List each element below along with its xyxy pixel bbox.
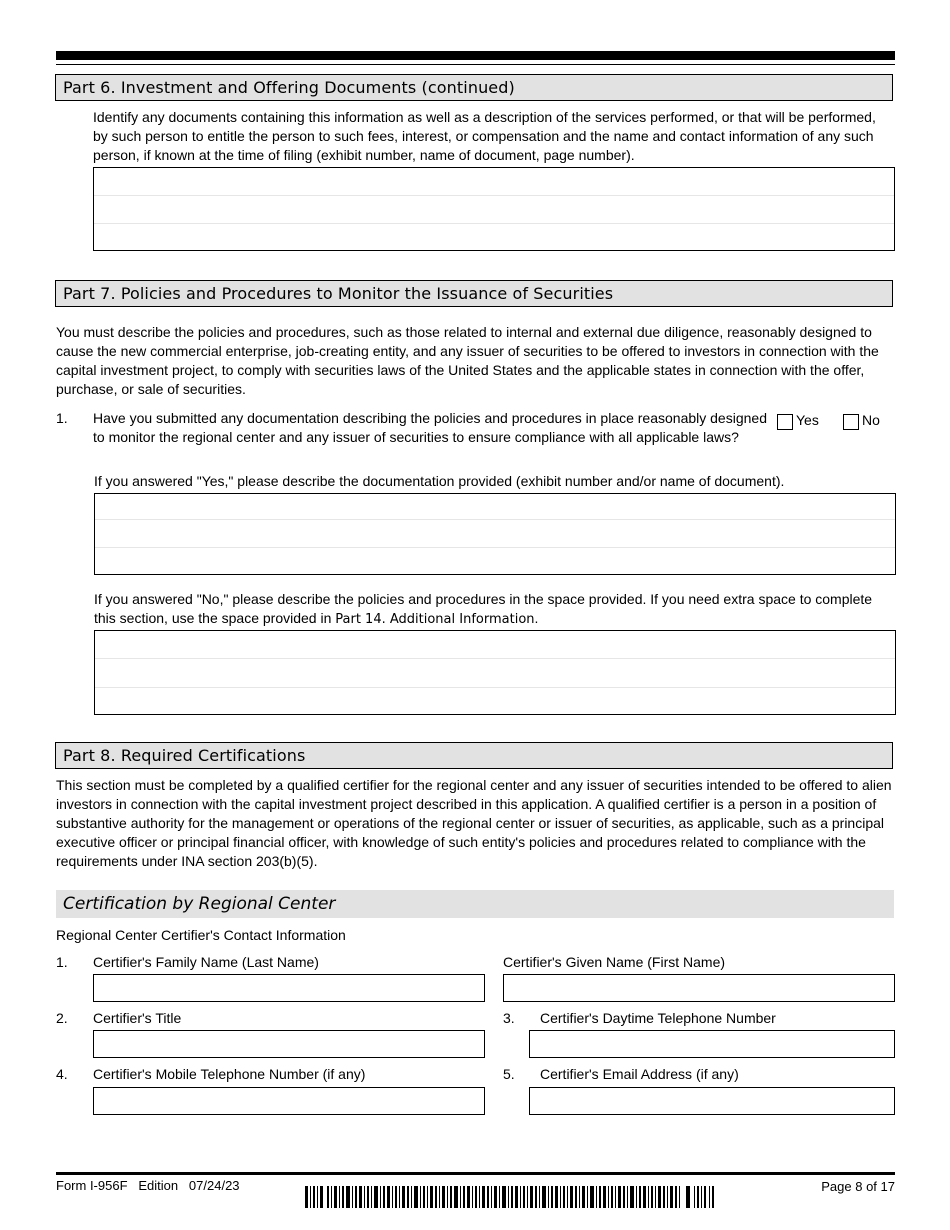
- q1-question: Have you submitted any documentation describing the policies and procedures in place reasonably designed to monitor the regional center and any issuer of securities to ensure compliance with all applicable laws?: [93, 410, 767, 445]
- no-checkbox[interactable]: [843, 414, 859, 430]
- cert-regional-center-header: Certification by Regional Center: [56, 890, 894, 918]
- part7-intro: You must describe the policies and procedures, such as those related to internal and external due diligence, reasonably designed to cause the new commercial enterprise, job-creating entity, and any issuer of securities to be offered to investors in connection with the capital investment project, to comply with securities laws of the United States and the applicable states in connection with the offer, purchase, or sale of securities.: [56, 324, 879, 397]
- part6-header: Part 6. Investment and Offering Documents (continued): [55, 74, 893, 101]
- title-label: Certifier's Title: [93, 1010, 182, 1026]
- email-input[interactable]: [529, 1087, 895, 1115]
- page-number: Page 8 of 17: [821, 1179, 895, 1194]
- title-input[interactable]: [93, 1030, 485, 1058]
- if-yes-prompt: If you answered "Yes," please describe the documentation provided (exhibit number and/or name of document).: [94, 473, 785, 489]
- family-name-label: Certifier's Family Name (Last Name): [93, 954, 319, 970]
- part14-reference: Part 14. Additional Information: [335, 612, 535, 627]
- field1-number: 1.: [56, 954, 68, 970]
- footer-rule: [56, 1172, 895, 1175]
- field3-number: 3.: [503, 1010, 515, 1026]
- if-no-text: If you answered "No," please describe the policies and procedures in the space provided. If you need extra space to complete this section, use the space provided in: [94, 591, 873, 626]
- top-rule-thin: [56, 64, 895, 65]
- daytime-phone-input[interactable]: [529, 1030, 895, 1058]
- field2-number: 2.: [56, 1010, 68, 1026]
- form-edition: Form I-956F Edition 07/24/23: [56, 1178, 240, 1193]
- if-no-textarea[interactable]: [94, 630, 896, 715]
- if-yes-textarea[interactable]: [94, 493, 896, 575]
- yes-checkbox[interactable]: [777, 414, 793, 430]
- q1-number: 1.: [56, 410, 68, 426]
- family-name-input[interactable]: [93, 974, 485, 1002]
- field5-number: 5.: [503, 1066, 515, 1082]
- email-label: Certifier's Email Address (if any): [540, 1066, 739, 1082]
- if-no-period: .: [534, 610, 539, 626]
- yes-label: Yes: [796, 412, 819, 428]
- barcode-image: [305, 1186, 715, 1208]
- part8-intro: This section must be completed by a qualified certifier for the regional center and any issuer of securities intended to be offered to alien investors in connection with the capital investment project described in this application. A qualified certifier is a person in a position of substantive authority for the management or operations of the regional center or issuer of securities, as applicable, such as a principal executive officer or principal financial officer, with knowledge of such entity's policies and procedures related to compliance with the requirements under INA section 203(b)(5).: [56, 777, 892, 869]
- if-no-prompt: [94, 590, 894, 629]
- part6-description: Identify any documents containing this information as well as a description of the services performed, or that will be performed, by such person to entitle the person to such fees, interest, or compensation and the name and contact information of any such person, if known at the time of filing (exhibit number, name of document, page number).: [93, 109, 876, 163]
- contact-info-label: Regional Center Certifier's Contact Information: [56, 927, 346, 943]
- given-name-label: Certifier's Given Name (First Name): [503, 954, 726, 970]
- field4-number: 4.: [56, 1066, 68, 1082]
- daytime-phone-label: Certifier's Daytime Telephone Number: [540, 1010, 776, 1026]
- part6-textarea[interactable]: [93, 167, 895, 251]
- mobile-phone-label: Certifier's Mobile Telephone Number (if any): [93, 1066, 366, 1082]
- top-rule-thick: [56, 51, 895, 60]
- no-label: No: [862, 412, 880, 428]
- mobile-phone-input[interactable]: [93, 1087, 485, 1115]
- given-name-input[interactable]: [503, 974, 895, 1002]
- part8-header: Part 8. Required Certifications: [55, 742, 893, 769]
- part7-header: Part 7. Policies and Procedures to Monitor the Issuance of Securities: [55, 280, 893, 307]
